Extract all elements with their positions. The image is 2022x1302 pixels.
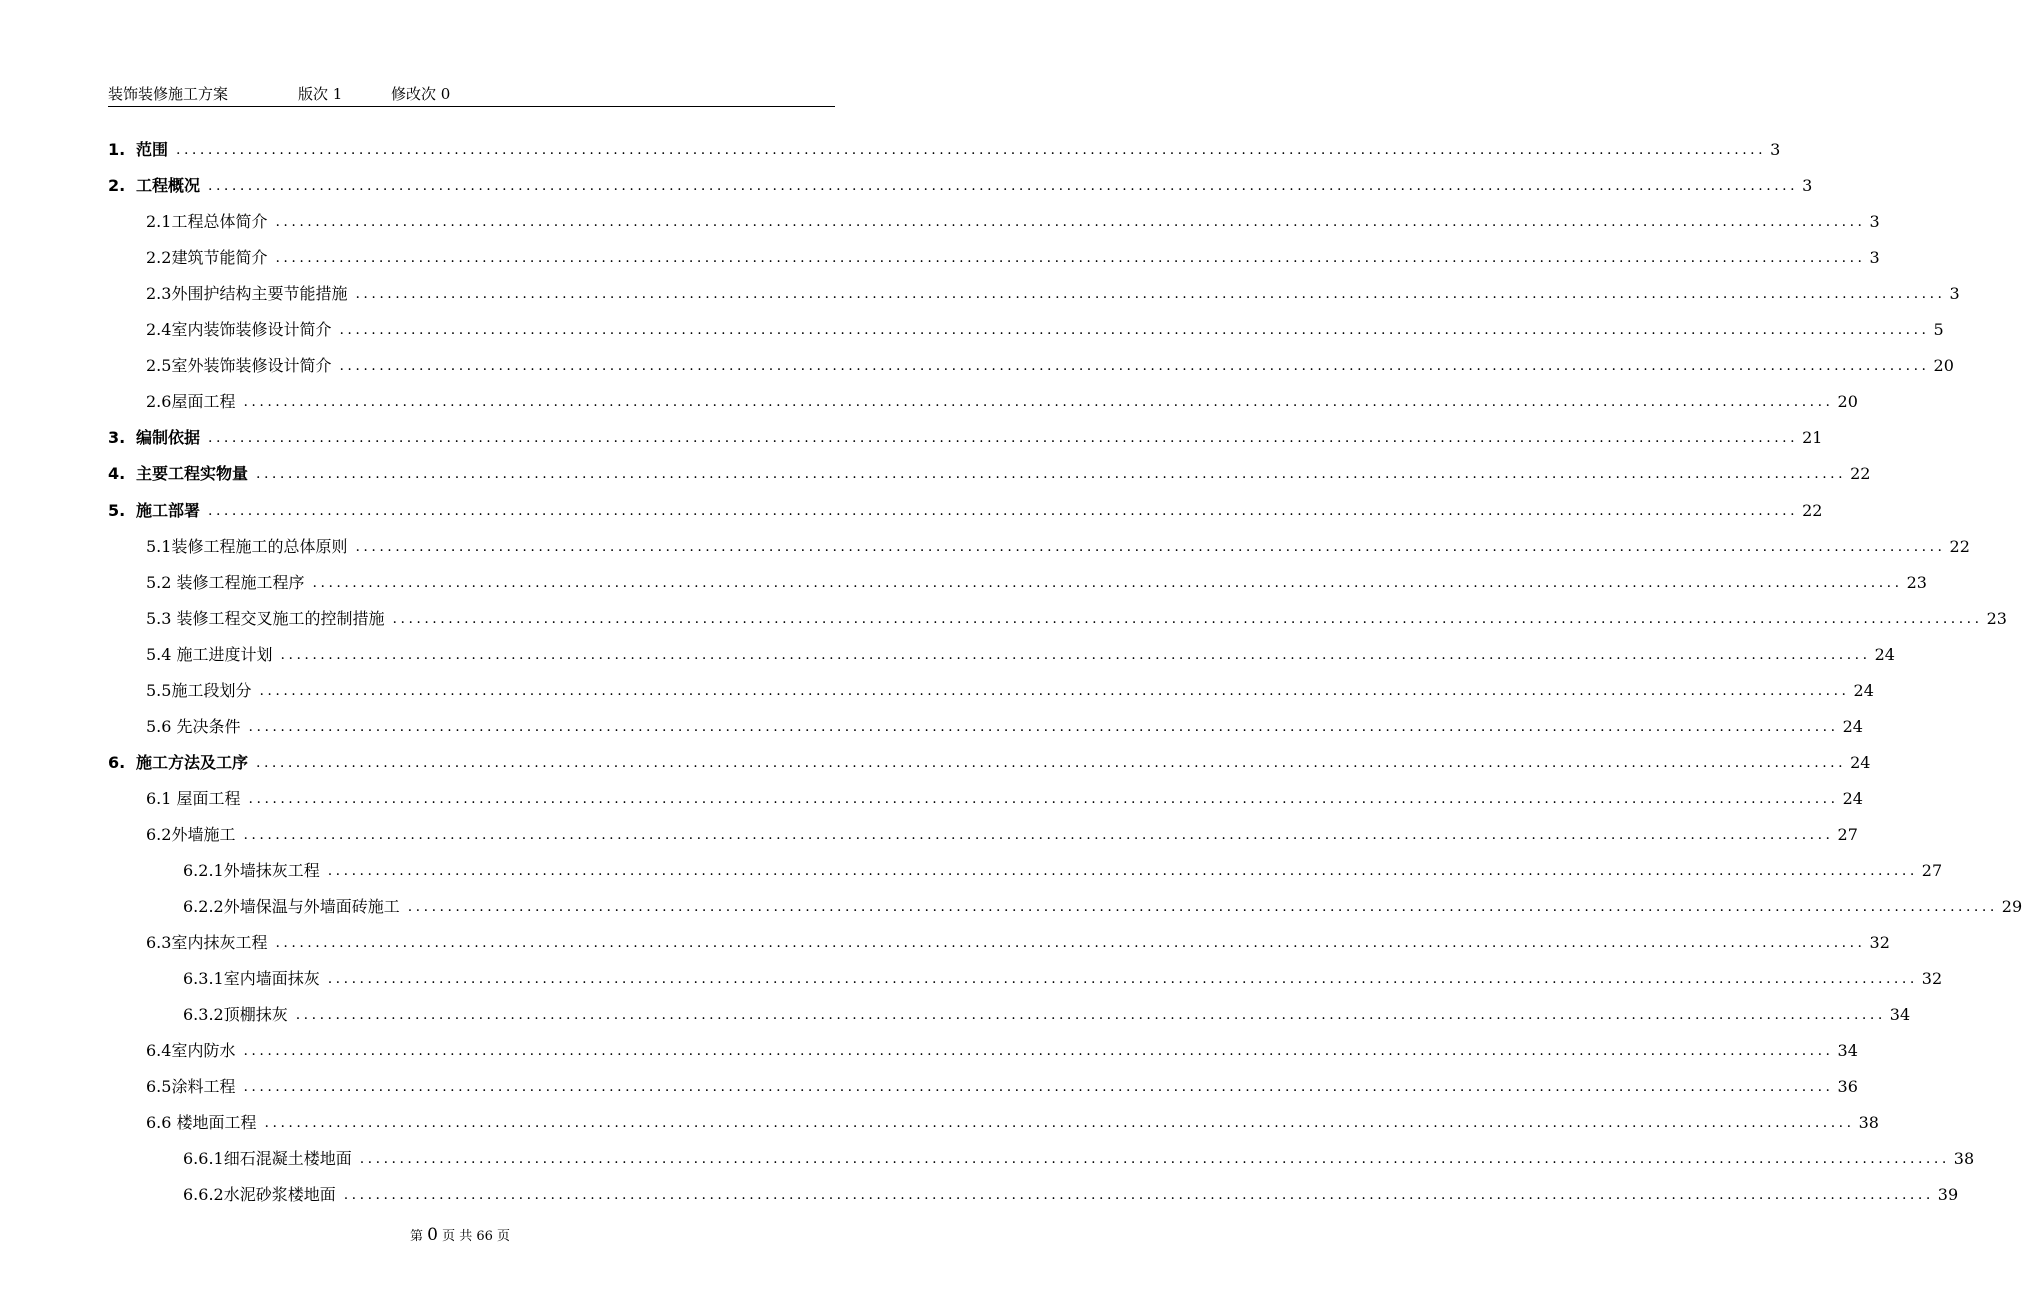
toc-entry-title: 装修工程施工程序 bbox=[171, 572, 305, 592]
toc-entry-label bbox=[183, 861, 320, 881]
toc-entry-label bbox=[108, 428, 200, 448]
toc-entry-title: 外围护结构主要节能措施 bbox=[171, 284, 348, 304]
toc-entry-title: 范围 bbox=[136, 140, 169, 159]
toc-entry-title: 外墙施工 bbox=[171, 824, 236, 844]
toc-entry-label bbox=[183, 897, 400, 917]
toc-entry-title: 建筑节能简介 bbox=[171, 248, 268, 268]
toc-entry-number: 5.5 bbox=[146, 680, 172, 700]
toc-entry-page-number: 24 bbox=[1842, 788, 1863, 808]
toc-dot-leader: ........................................................................................................................................................................................................ bbox=[295, 1007, 1886, 1024]
toc-entry-page-number: 27 bbox=[1921, 861, 1943, 880]
toc-entry-page-number: 5 bbox=[1933, 320, 1944, 340]
toc-entry-title: 施工进度计划 bbox=[171, 644, 273, 664]
toc-dot-leader: ........................................................................................................................................................................................................ bbox=[259, 682, 1850, 699]
toc-entry[interactable] bbox=[183, 887, 2022, 917]
toc-entry-page-number: 3 bbox=[1949, 284, 1960, 304]
toc-entry-page-number: 24 bbox=[1850, 752, 1871, 772]
toc-entry-label bbox=[146, 248, 267, 268]
toc-entry-label bbox=[146, 681, 251, 701]
toc-entry-title: 室内防水 bbox=[171, 1041, 236, 1061]
toc-dot-leader: ........................................................................................................................................................................................................ bbox=[256, 754, 1847, 771]
toc-dot-leader: ........................................................................................................................................................................................................ bbox=[243, 1043, 1834, 1060]
toc-entry-page-number: 24 bbox=[1853, 680, 1874, 700]
toc-entry[interactable] bbox=[146, 527, 1970, 557]
toc-entry[interactable] bbox=[146, 202, 1880, 232]
toc-entry-label bbox=[146, 717, 241, 737]
toc-entry[interactable] bbox=[183, 851, 1943, 881]
toc-dot-leader: ........................................................................................................................................................................................................ bbox=[248, 790, 1839, 807]
toc-entry-number: 6.6.1 bbox=[183, 1149, 224, 1169]
toc-entry-number: 4. bbox=[108, 464, 126, 484]
toc-entry-page-number: 38 bbox=[1858, 1113, 1879, 1133]
toc-entry-label bbox=[146, 573, 305, 593]
header-doc-title: 装饰装修施工方案 bbox=[108, 85, 229, 103]
toc-entry-title: 楼地面工程 bbox=[171, 1113, 257, 1133]
toc-dot-leader: ........................................................................................................................................................................................................ bbox=[243, 826, 1834, 843]
toc-entry-label bbox=[146, 212, 267, 232]
toc-entry-label bbox=[146, 1113, 257, 1133]
toc-entry-number: 6.5 bbox=[146, 1077, 172, 1097]
toc-entry[interactable] bbox=[183, 1139, 1975, 1169]
toc-entry[interactable] bbox=[108, 418, 1823, 448]
toc-entry[interactable] bbox=[108, 743, 1871, 773]
toc-entry-number: 2.2 bbox=[146, 248, 172, 268]
toc-entry-page-number: 39 bbox=[1937, 1185, 1959, 1205]
toc-entry-title: 屋面工程 bbox=[171, 392, 236, 412]
toc-entry[interactable] bbox=[146, 1067, 1858, 1097]
toc-dot-leader: ........................................................................................................................................................................................................ bbox=[327, 971, 1918, 988]
toc-dot-leader: ........................................................................................................................................................................................................ bbox=[343, 1187, 1934, 1204]
toc-entry-label bbox=[183, 969, 320, 989]
toc-entry-page-number: 22 bbox=[1850, 464, 1871, 484]
toc-entry-title: 编制依据 bbox=[136, 428, 201, 448]
toc-entry[interactable] bbox=[183, 1175, 1959, 1205]
toc-entry-page-number: 36 bbox=[1837, 1077, 1858, 1097]
toc-dot-leader: ........................................................................................................................................................................................................ bbox=[339, 358, 1930, 375]
toc-dot-leader: ........................................................................................................................................................................................................ bbox=[312, 574, 1903, 591]
toc-entry-number: 6. bbox=[108, 752, 126, 772]
toc-entry-title: 工程总体简介 bbox=[171, 212, 268, 232]
toc-entry-number: 6.2.2 bbox=[183, 897, 224, 917]
toc-entry-label bbox=[108, 501, 200, 521]
toc-entry-title: 涂料工程 bbox=[171, 1077, 236, 1097]
toc-entry-number: 6.3.1 bbox=[183, 969, 224, 989]
toc-entry-number: 5.6 bbox=[146, 716, 172, 736]
footer-total-pages: 66 bbox=[476, 1229, 493, 1244]
toc-entry-title: 室内抹灰工程 bbox=[171, 933, 268, 953]
toc-entry-title: 施工段划分 bbox=[171, 680, 252, 700]
toc-entry[interactable] bbox=[183, 959, 1943, 989]
toc-dot-leader: ........................................................................................................................................................................................................ bbox=[275, 935, 1866, 952]
toc-entry-label bbox=[146, 1077, 235, 1097]
toc-entry-page-number: 24 bbox=[1842, 716, 1863, 736]
toc-entry-title: 装修工程交叉施工的控制措施 bbox=[171, 608, 385, 628]
header-divider bbox=[108, 106, 835, 107]
toc-entry-title: 外墙保温与外墙面砖施工 bbox=[223, 897, 400, 917]
toc-entry-title: 施工部署 bbox=[136, 500, 201, 520]
toc-entry-label bbox=[108, 753, 248, 773]
toc-entry-label bbox=[146, 789, 241, 809]
footer-mid: 页 共 bbox=[442, 1229, 473, 1244]
toc-entry[interactable] bbox=[108, 166, 1813, 196]
toc-entry-page-number: 3 bbox=[1770, 140, 1781, 159]
page-footer bbox=[0, 1225, 920, 1247]
toc-dot-leader: ........................................................................................................................................................................................................ bbox=[208, 430, 1799, 447]
footer-suffix: 页 bbox=[497, 1229, 511, 1244]
toc-entry[interactable] bbox=[146, 310, 1944, 340]
toc-entry[interactable] bbox=[146, 599, 2007, 629]
toc-entry-title: 细石混凝土楼地面 bbox=[223, 1149, 352, 1169]
toc-entry[interactable] bbox=[146, 923, 1890, 953]
toc-entry-page-number: 22 bbox=[1949, 536, 1970, 556]
toc-entry-label bbox=[146, 356, 331, 376]
toc-entry-number: 2.5 bbox=[146, 356, 172, 376]
toc-entry-title: 室内装饰装修设计简介 bbox=[171, 320, 332, 340]
toc-entry-page-number: 24 bbox=[1874, 644, 1895, 664]
toc-entry-number: 6.1 bbox=[146, 788, 172, 808]
toc-entry-title: 工程概况 bbox=[136, 176, 201, 196]
toc-dot-leader: ........................................................................................................................................................................................................ bbox=[275, 250, 1866, 267]
toc-entry[interactable] bbox=[146, 382, 1858, 412]
toc-entry-page-number: 3 bbox=[1802, 176, 1813, 196]
toc-entry-label bbox=[146, 645, 273, 665]
toc-dot-leader: ........................................................................................................................................................................................................ bbox=[243, 394, 1834, 411]
toc-entry-page-number: 27 bbox=[1837, 824, 1858, 844]
toc-entry-title: 顶棚抹灰 bbox=[223, 1005, 288, 1025]
toc-dot-leader: ........................................................................................................................................................................................................ bbox=[208, 502, 1799, 519]
toc-entry-number: 5.3 bbox=[146, 608, 172, 628]
toc-dot-leader: ........................................................................................................................................................................................................ bbox=[243, 1079, 1834, 1096]
toc-entry-page-number: 20 bbox=[1837, 392, 1858, 412]
toc-entry-number: 5.4 bbox=[146, 644, 172, 664]
toc-entry-number: 2. bbox=[108, 176, 126, 196]
toc-entry-page-number: 32 bbox=[1869, 933, 1890, 953]
toc-dot-leader: ........................................................................................................................................................................................................ bbox=[275, 214, 1866, 231]
toc-entry[interactable] bbox=[146, 1103, 1879, 1133]
toc-dot-leader: ........................................................................................................................................................................................................ bbox=[208, 178, 1799, 195]
toc-dot-leader: ........................................................................................................................................................................................................ bbox=[327, 863, 1918, 879]
toc-dot-leader: ........................................................................................................................................................................................................ bbox=[264, 1115, 1855, 1132]
toc-entry-number: 3. bbox=[108, 428, 126, 448]
toc-entry-label bbox=[146, 537, 347, 557]
toc-entry-label bbox=[183, 1185, 336, 1205]
toc-entry[interactable] bbox=[146, 671, 1874, 701]
footer-prefix: 第 bbox=[409, 1229, 423, 1244]
toc-entry-title: 外墙抹灰工程 bbox=[223, 861, 320, 880]
toc-dot-leader: ........................................................................................................................................................................................................ bbox=[280, 646, 1871, 663]
toc-entry[interactable] bbox=[108, 491, 1823, 521]
toc-entry-page-number: 23 bbox=[1906, 572, 1927, 592]
toc-entry-number: 6.2.1 bbox=[183, 861, 224, 880]
toc-entry-label bbox=[183, 1005, 288, 1025]
toc-entry-label bbox=[146, 284, 347, 304]
header-version: 版次 1 bbox=[298, 85, 343, 103]
toc-entry-number: 2.3 bbox=[146, 284, 172, 304]
toc-dot-leader: ........................................................................................................................................................................................................ bbox=[359, 1151, 1950, 1168]
toc-entry-label bbox=[108, 464, 248, 484]
toc-dot-leader: ........................................................................................................................................................................................................ bbox=[256, 466, 1847, 483]
toc-entry-label bbox=[108, 140, 168, 160]
toc-entry-label bbox=[146, 933, 267, 953]
toc-entry-title: 水泥砂浆楼地面 bbox=[223, 1185, 336, 1205]
toc-entry-number: 5.1 bbox=[146, 536, 172, 556]
toc-entry-title: 屋面工程 bbox=[171, 788, 241, 808]
toc-entry[interactable] bbox=[146, 707, 1863, 737]
toc-entry[interactable] bbox=[146, 635, 1895, 665]
toc-entry-page-number: 20 bbox=[1933, 356, 1954, 376]
toc-entry-page-number: 34 bbox=[1837, 1041, 1858, 1061]
toc-entry-number: 6.3.2 bbox=[183, 1005, 224, 1025]
toc-dot-leader: ........................................................................................................................................................................................................ bbox=[339, 322, 1930, 339]
toc-entry-number: 2.6 bbox=[146, 392, 172, 412]
toc-entry[interactable] bbox=[146, 779, 1863, 809]
toc-entry[interactable] bbox=[146, 563, 1927, 593]
toc-entry-number: 6.4 bbox=[146, 1041, 172, 1061]
toc-dot-leader: ........................................................................................................................................................................................................ bbox=[392, 610, 1983, 627]
toc-entry-number: 5. bbox=[108, 500, 126, 520]
toc-entry[interactable] bbox=[108, 130, 1781, 160]
toc-entry-label bbox=[183, 1149, 352, 1169]
toc-entry-label bbox=[108, 176, 200, 196]
toc-dot-leader: ........................................................................................................................................................................................................ bbox=[355, 286, 1946, 303]
toc-entry-label bbox=[146, 320, 331, 340]
toc-dot-leader: ........................................................................................................................................................................................................ bbox=[407, 899, 1998, 916]
toc-entry-page-number: 21 bbox=[1802, 428, 1823, 448]
toc-entry-page-number: 32 bbox=[1921, 969, 1943, 989]
toc-entry-title: 先决条件 bbox=[171, 716, 241, 736]
toc-dot-leader: ........................................................................................................................................................................................................ bbox=[176, 142, 1767, 158]
toc-entry-title: 室外装饰装修设计简介 bbox=[171, 356, 332, 376]
toc-entry-number: 6.3 bbox=[146, 933, 172, 953]
toc-entry-number: 6.6.2 bbox=[183, 1185, 224, 1205]
toc-entry-label bbox=[146, 1041, 235, 1061]
toc-entry-page-number: 3 bbox=[1869, 248, 1880, 268]
toc-entry-label bbox=[146, 609, 385, 629]
toc-entry[interactable] bbox=[146, 346, 1954, 376]
toc-entry-number: 2.4 bbox=[146, 320, 172, 340]
toc-entry-title: 施工方法及工序 bbox=[136, 752, 249, 772]
toc-entry-number: 6.2 bbox=[146, 824, 172, 844]
toc-entry-title: 主要工程实物量 bbox=[136, 464, 249, 484]
toc-entry[interactable] bbox=[183, 995, 1911, 1025]
toc-entry[interactable] bbox=[146, 238, 1880, 268]
toc-entry-number: 2.1 bbox=[146, 212, 172, 232]
page-header bbox=[108, 84, 835, 104]
toc-entry-page-number: 23 bbox=[1986, 608, 2007, 628]
toc-entry-label bbox=[146, 392, 235, 412]
toc-dot-leader: ........................................................................................................................................................................................................ bbox=[355, 538, 1946, 555]
toc-entry-title: 室内墙面抹灰 bbox=[223, 969, 320, 989]
toc-entry-page-number: 38 bbox=[1953, 1149, 1975, 1169]
header-revision: 修改次 0 bbox=[391, 85, 451, 103]
toc-entry-number: 5.2 bbox=[146, 572, 172, 592]
toc-entry-title: 装修工程施工的总体原则 bbox=[171, 536, 348, 556]
footer-current-page: 0 bbox=[427, 1225, 438, 1245]
toc-entry[interactable] bbox=[146, 815, 1858, 845]
toc-entry-page-number: 22 bbox=[1802, 500, 1823, 520]
toc-entry-page-number: 34 bbox=[1889, 1005, 1911, 1025]
toc-entry-number: 6.6 bbox=[146, 1113, 172, 1133]
toc-entry[interactable] bbox=[146, 274, 1960, 304]
toc-entry[interactable] bbox=[108, 454, 1871, 484]
toc-entry-number: 1. bbox=[108, 140, 126, 159]
toc-entry-page-number: 29 bbox=[2001, 897, 2022, 917]
toc-entry-page-number: 3 bbox=[1869, 212, 1880, 232]
toc-entry-label bbox=[146, 825, 235, 845]
toc-dot-leader: ........................................................................................................................................................................................................ bbox=[248, 718, 1839, 735]
toc-entry[interactable] bbox=[146, 1031, 1858, 1061]
